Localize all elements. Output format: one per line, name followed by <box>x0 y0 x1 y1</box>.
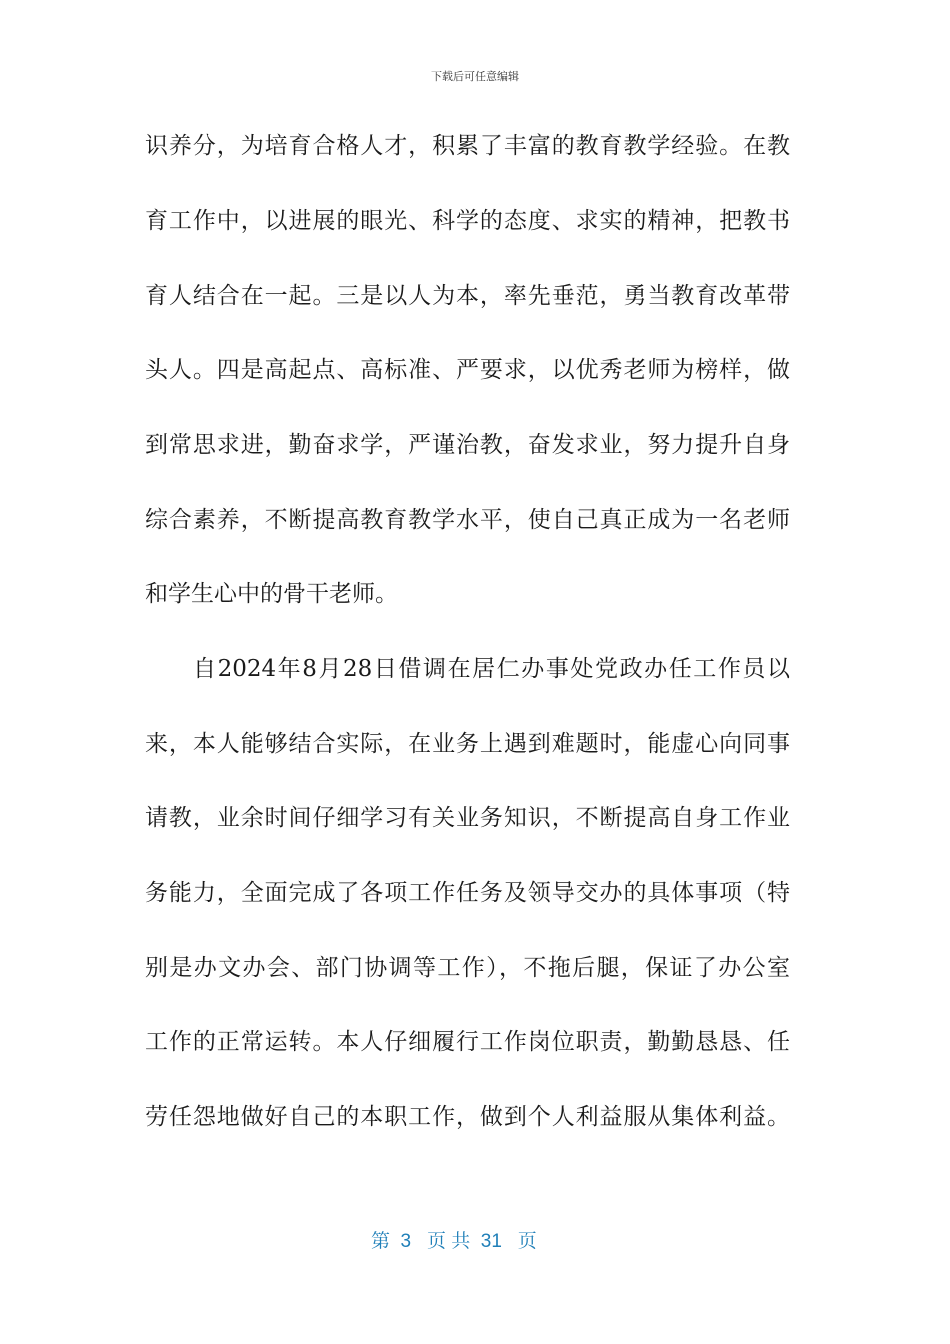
text-line: 综合素养，不断提高教育教学水平，使自己真正成为一名老师 <box>145 507 790 533</box>
text-line: 别是办文办会、部门协调等工作），不拖后腿，保证了办公室 <box>145 955 790 981</box>
header-note: 下载后可任意编辑 <box>431 70 519 83</box>
text-line: 和学生心中的骨干老师。 <box>145 581 398 607</box>
text-line: 劳任怨地做好自己的本职工作，做到个人利益服从集体利益。 <box>145 1104 790 1130</box>
text-line: 育工作中，以进展的眼光、科学的态度、求实的精神，把教书 <box>145 208 790 234</box>
text-line: 育人结合在一起。三是以人为本，率先垂范，勇当教育改革带 <box>145 283 790 309</box>
text-line: 到常思求进，勤奋求学，严谨治教，奋发求业，努力提升自身 <box>145 432 790 458</box>
text-line: 识养分，为培育合格人才，积累了丰富的教育教学经验。在教 <box>145 133 790 159</box>
paragraph-first-line: 自2024年8月28日借调在居仁办事处党政办任工作员以 <box>193 656 790 682</box>
page-number-footer: 第 3 页 共 31 页 <box>371 1231 537 1252</box>
text-line: 头人。四是高起点、高标准、严要求，以优秀老师为榜样，做 <box>145 357 790 383</box>
text-line: 务能力，全面完成了各项工作任务及领导交办的具体事项（特 <box>145 880 790 906</box>
text-line: 请教，业余时间仔细学习有关业务知识，不断提高自身工作业 <box>145 805 790 831</box>
text-line: 工作的正常运转。本人仔细履行工作岗位职责，勤勤恳恳、任 <box>145 1029 790 1055</box>
text-line: 来，本人能够结合实际，在业务上遇到难题时，能虚心向同事 <box>145 731 790 757</box>
